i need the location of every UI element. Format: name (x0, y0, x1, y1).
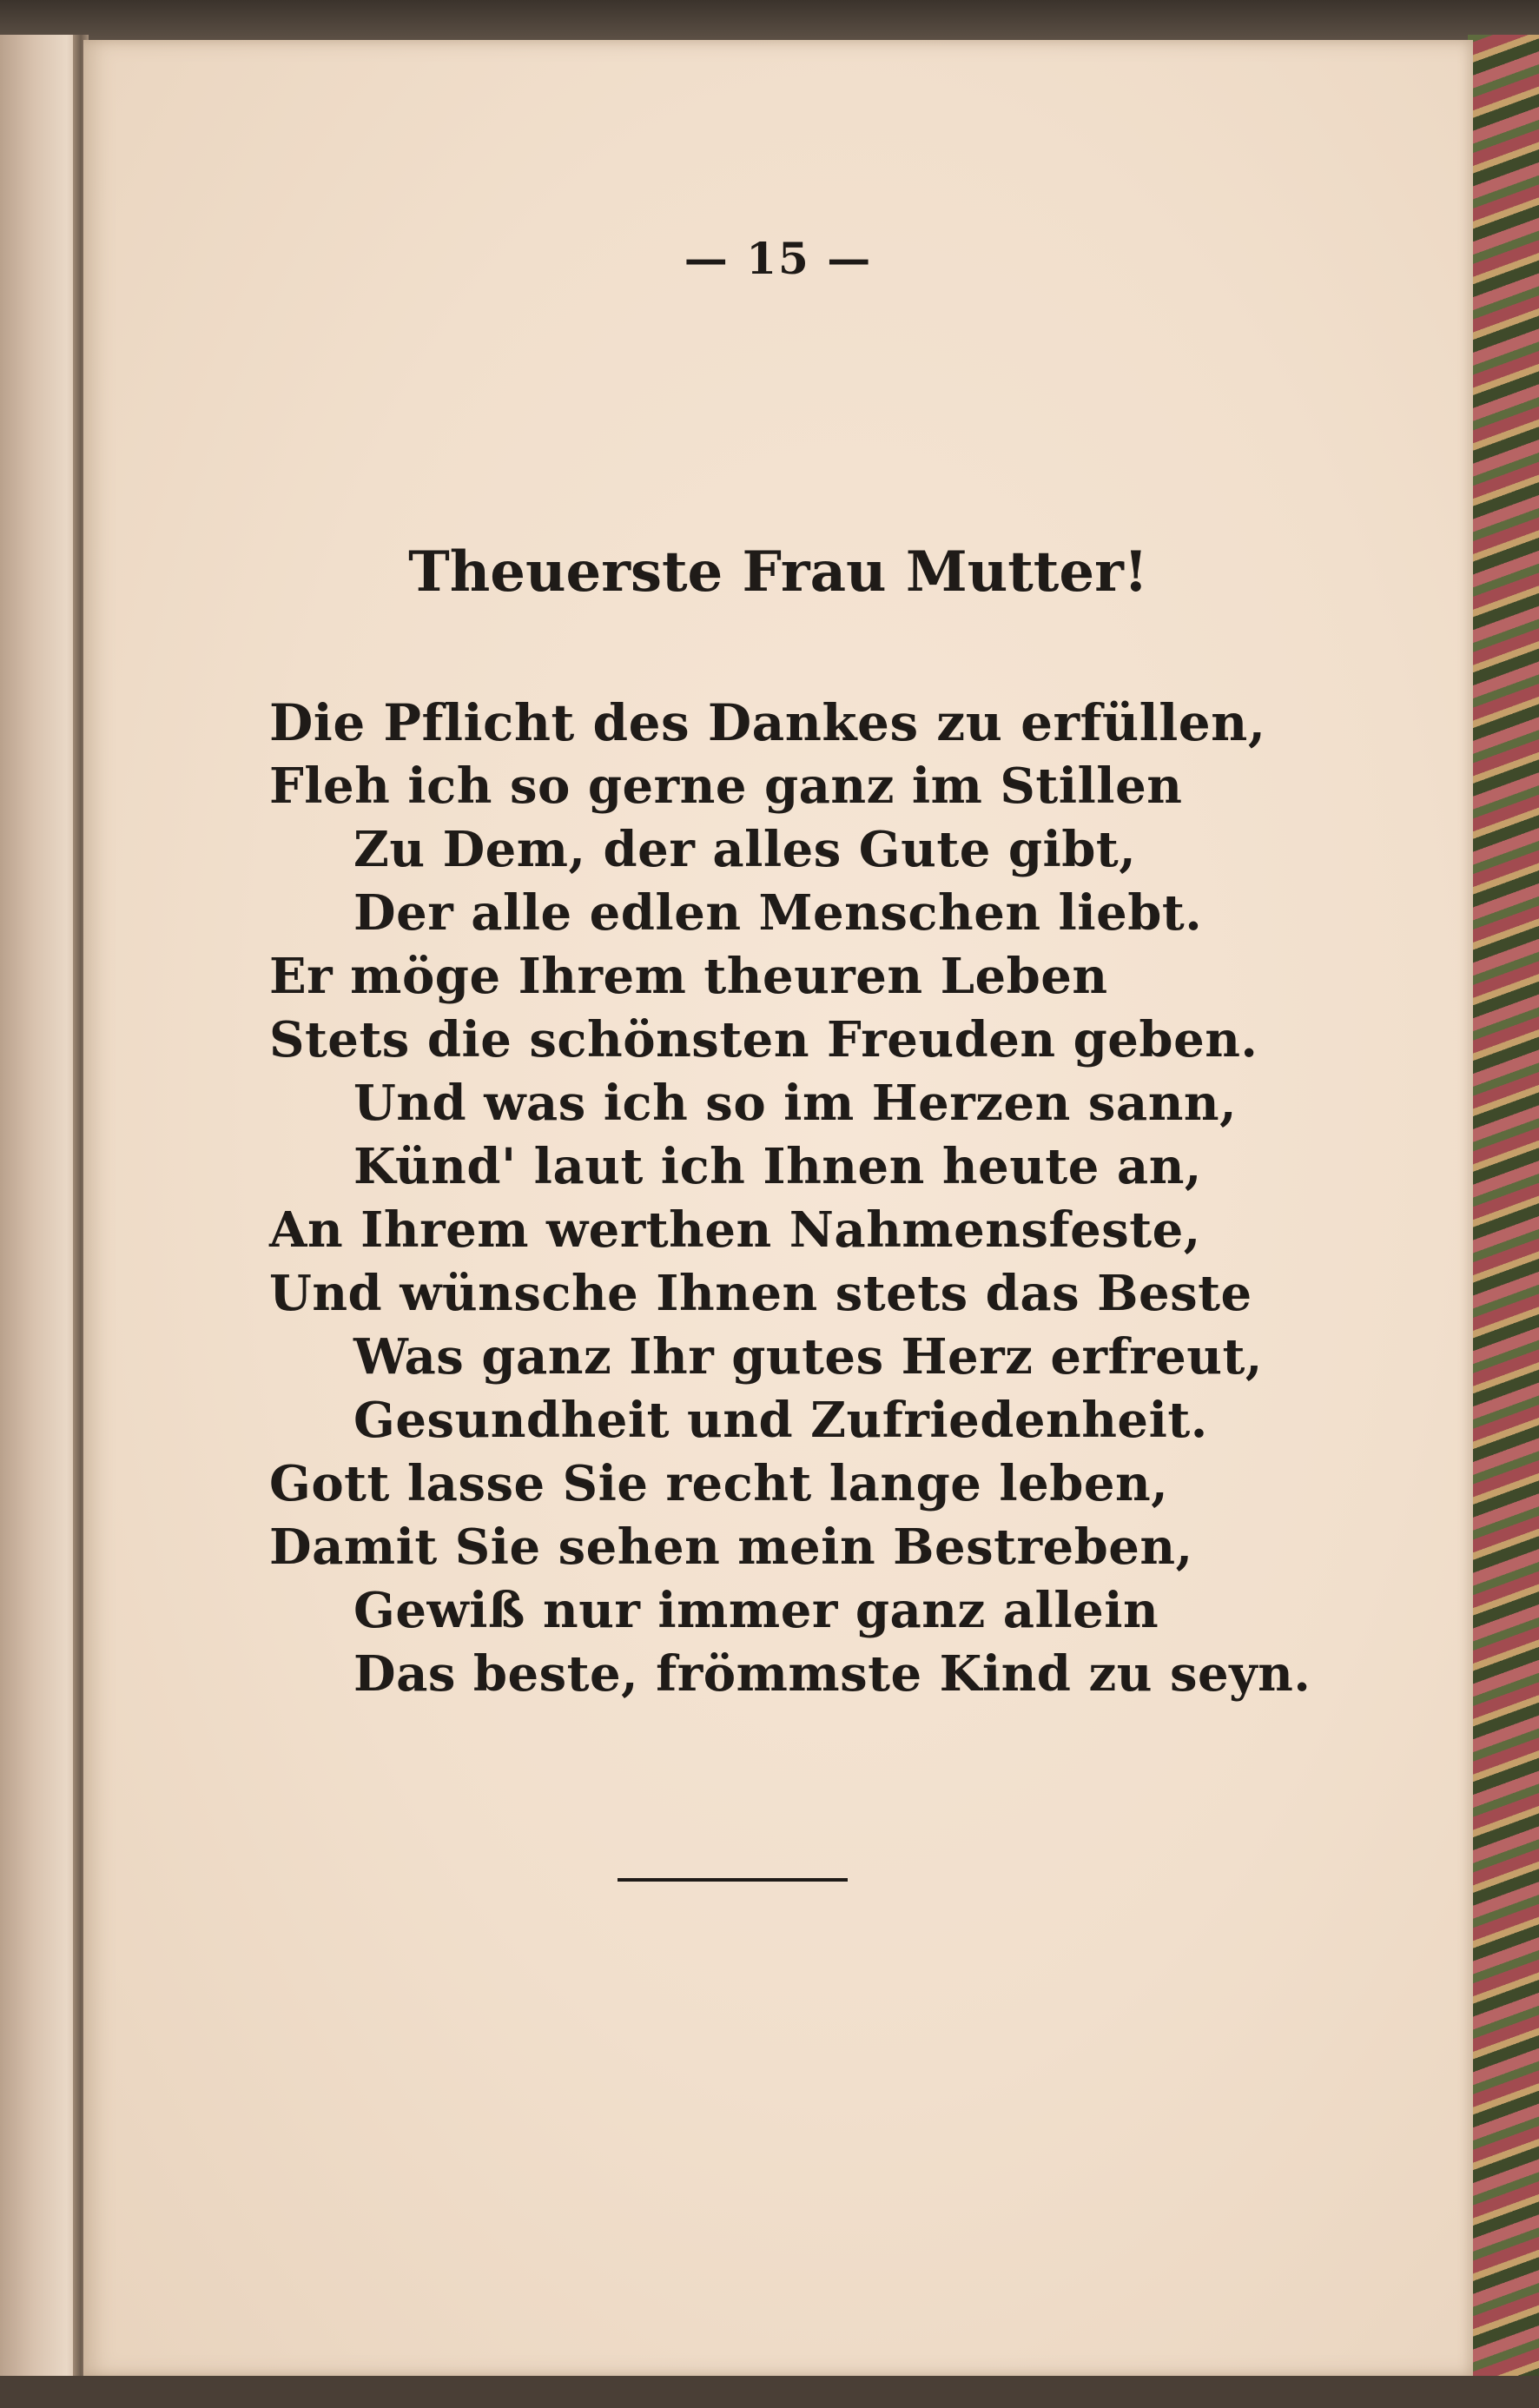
marbled-cover-edge (1468, 35, 1539, 2408)
poem-line: Gewiß nur immer ganz allein (353, 1582, 1159, 1639)
poem-line: Künd' laut ich Ihnen heute an, (353, 1138, 1202, 1195)
left-page-edge (0, 35, 83, 2380)
poem-body (269, 691, 1311, 1706)
poem-line: Gott lasse Sie recht lange leben, (269, 1455, 1169, 1512)
poem-line: Damit Sie sehen mein Bestreben, (269, 1518, 1193, 1576)
poem-line: Er möge Ihrem theuren Leben (269, 948, 1108, 1005)
poem-line: Zu Dem, der alles Gute gibt, (353, 821, 1137, 878)
poem-line: Stets die schönsten Freuden geben. (269, 1011, 1258, 1068)
book-page (83, 40, 1473, 2377)
poem-line: Fleh ich so gerne ganz im Stillen (269, 757, 1183, 815)
poem-line: Was ganz Ihr gutes Herz erfreut, (353, 1328, 1263, 1386)
poem-heading: Theuerste Frau Mutter! (408, 539, 1148, 605)
book-top-edge (0, 0, 1539, 40)
poem-line: Die Pflicht des Dankes zu erfüllen, (269, 693, 1266, 752)
page-number: — 15 — (684, 233, 873, 284)
poem-line: Der alle edlen Menschen liebt. (353, 884, 1203, 942)
poem-line: Und was ich so im Herzen sann, (353, 1075, 1238, 1132)
book-bottom-edge (0, 2376, 1539, 2408)
poem-line: Das beste, frömmste Kind zu seyn. (353, 1645, 1311, 1703)
poem-line: Gesundheit und Zufriedenheit. (353, 1392, 1208, 1449)
end-rule (618, 1878, 848, 1882)
poem-line: An Ihrem werthen Nahmensfeste, (269, 1201, 1201, 1259)
poem-line: Und wünsche Ihnen stets das Beste (269, 1265, 1252, 1322)
